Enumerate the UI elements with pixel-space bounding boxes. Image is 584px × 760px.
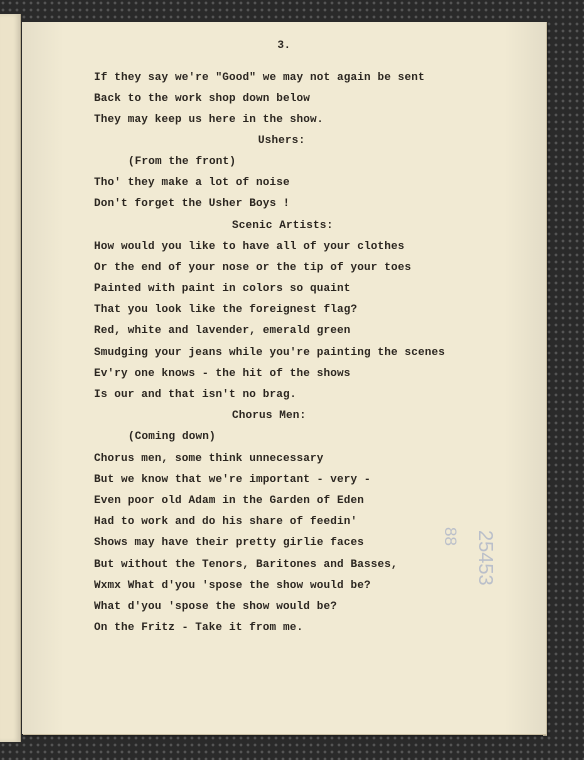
library-stamp-number: 25453: [474, 530, 496, 586]
lyric-line: Shows may have their pretty girlie faces: [94, 537, 365, 549]
stage-direction: (Coming down): [128, 431, 216, 443]
lyric-line: Ev'ry one knows - the hit of the shows: [94, 368, 351, 380]
lyric-line: Painted with paint in colors so quaint: [94, 283, 351, 295]
lyric-line: Back to the work shop down below: [94, 93, 311, 105]
section-heading-ushers: Ushers:: [258, 135, 306, 147]
stage-direction: (From the front): [128, 156, 237, 168]
lyric-line: But without the Tenors, Baritones and Basses,: [94, 559, 398, 571]
lyric-line: Tho' they make a lot of noise: [94, 177, 290, 189]
lyric-line: If they say we're "Good" we may not again be sent: [94, 72, 425, 84]
lyric-line: How would you like to have all of your clothes: [94, 241, 405, 253]
section-heading-chorus-men: Chorus Men:: [232, 410, 307, 422]
lyric-line: Even poor old Adam in the Garden of Eden: [94, 495, 365, 507]
lyric-line: Had to work and do his share of feedin': [94, 516, 358, 528]
lyric-line: Red, white and lavender, emerald green: [94, 325, 351, 337]
section-heading-scenic-artists: Scenic Artists:: [232, 220, 334, 232]
lyric-line: But we know that we're important - very -: [94, 474, 371, 486]
lyric-line: What d'you 'spose the show would be?: [94, 601, 338, 613]
library-stamp-number: 88: [441, 527, 460, 546]
lyric-line: Don't forget the Usher Boys !: [94, 198, 290, 210]
typescript-page: [22, 22, 546, 734]
lyric-line: On the Fritz - Take it from me.: [94, 622, 304, 634]
lyric-line: Is our and that isn't no brag.: [94, 389, 297, 401]
lyric-line: Wxmx What d'you 'spose the show would be?: [94, 580, 371, 592]
page-number: 3.: [277, 40, 291, 52]
lyric-line: That you look like the foreignest flag?: [94, 304, 358, 316]
lyric-line: Smudging your jeans while you're painting the scenes: [94, 347, 446, 359]
lyric-line: They may keep us here in the show.: [94, 114, 324, 126]
lyric-line: Or the end of your nose or the tip of your toes: [94, 262, 412, 274]
lyric-line: Chorus men, some think unnecessary: [94, 453, 324, 465]
binder-spine-strip: [0, 14, 21, 742]
